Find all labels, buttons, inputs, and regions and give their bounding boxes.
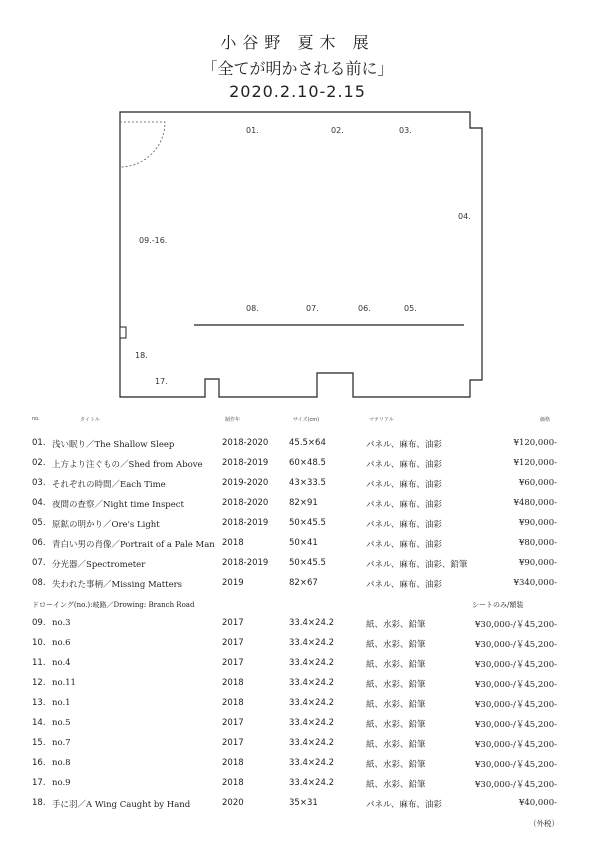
column-header-price: 価格 xyxy=(540,417,551,423)
cell-material: 紙、水彩、鉛筆 xyxy=(366,720,426,730)
cell-price: ¥30,000-/￥45,200- xyxy=(475,780,557,790)
plan-label-05: 05. xyxy=(404,304,417,313)
cell-title: それぞれの時間／Each Time xyxy=(52,480,166,490)
cell-no: 07. xyxy=(32,558,46,568)
cell-material: 紙、水彩、鉛筆 xyxy=(366,620,426,630)
cell-no: 10. xyxy=(32,638,46,648)
cell-title: no.1 xyxy=(52,698,71,708)
cell-price: ¥30,000-/￥45,200- xyxy=(475,720,557,730)
cell-year: 2017 xyxy=(222,658,244,668)
cell-size: 50×41 xyxy=(289,538,318,548)
cell-title: no.6 xyxy=(52,638,71,648)
cell-year: 2018 xyxy=(222,758,244,768)
cell-no: 09. xyxy=(32,618,46,628)
plan-label-09-16: 09.-16. xyxy=(139,236,168,245)
cell-title: 浅い眠り／The Shallow Sleep xyxy=(52,440,175,450)
drawings-section-heading: ドローイング(no.):岐路／Drowing: Branch Road xyxy=(32,601,195,609)
cell-title: no.7 xyxy=(52,738,71,748)
plan-label-08: 08. xyxy=(246,304,259,313)
cell-year: 2018 xyxy=(222,678,244,688)
table-row xyxy=(0,714,595,734)
cell-year: 2017 xyxy=(222,638,244,648)
cell-no: 11. xyxy=(32,658,46,668)
cell-title: 青白い男の肖像／Portrait of a Pale Man xyxy=(52,540,215,550)
door-swing xyxy=(120,122,165,167)
cell-price: ¥120,000- xyxy=(513,438,557,448)
cell-price: ¥30,000-/￥45,200- xyxy=(475,760,557,770)
cell-year: 2017 xyxy=(222,618,244,628)
plan-label-02: 02. xyxy=(331,126,344,135)
plan-label-04: 04. xyxy=(458,212,471,221)
cell-year: 2020 xyxy=(222,798,244,808)
gallery-wall-outline xyxy=(120,112,482,397)
cell-title: 夜間の査察／Night time Inspect xyxy=(52,500,184,510)
table-row xyxy=(0,514,595,534)
cell-material: パネル、麻布、油彩 xyxy=(366,480,442,490)
table-row xyxy=(0,574,595,594)
cell-title: 原鉱の明かり／Ore's Light xyxy=(52,520,160,530)
cell-size: 50×45.5 xyxy=(289,558,326,568)
cell-material: パネル、麻布、油彩 xyxy=(366,800,442,810)
column-header-size: サイズ(cm) xyxy=(293,417,320,423)
cell-year: 2018-2019 xyxy=(222,458,269,468)
table-row xyxy=(0,774,595,794)
cell-title: 失われた事柄／Missing Matters xyxy=(52,580,183,590)
table-row xyxy=(0,634,595,654)
cell-title: no.4 xyxy=(52,658,71,668)
cell-no: 14. xyxy=(32,718,46,728)
cell-no: 01. xyxy=(32,438,46,448)
cell-material: 紙、水彩、鉛筆 xyxy=(366,640,426,650)
cell-year: 2019-2020 xyxy=(222,478,269,488)
cell-year: 2018 xyxy=(222,778,244,788)
cell-price: ¥120,000- xyxy=(513,458,557,468)
column-notch xyxy=(120,327,126,338)
table-row xyxy=(0,474,595,494)
table-row xyxy=(0,734,595,754)
cell-title: no.9 xyxy=(52,778,71,788)
cell-title: 分光器／Spectrometer xyxy=(52,560,146,570)
cell-material: パネル、麻布、油彩 xyxy=(366,440,442,450)
cell-year: 2019 xyxy=(222,578,244,588)
cell-price: ¥340,000- xyxy=(513,578,557,588)
cell-price: ¥30,000-/￥45,200- xyxy=(475,700,557,710)
cell-material: 紙、水彩、鉛筆 xyxy=(366,740,426,750)
cell-material: パネル、麻布、油彩 xyxy=(366,500,442,510)
cell-year: 2017 xyxy=(222,738,244,748)
plan-label-18: 18. xyxy=(135,351,148,360)
cell-no: 06. xyxy=(32,538,46,548)
cell-title: no.8 xyxy=(52,758,71,768)
cell-no: 02. xyxy=(32,458,46,468)
cell-no: 15. xyxy=(32,738,46,748)
cell-size: 35×31 xyxy=(289,798,318,808)
column-header-year: 制作年 xyxy=(225,417,241,423)
cell-price: ¥80,000- xyxy=(518,538,557,548)
cell-material: 紙、水彩、鉛筆 xyxy=(366,680,426,690)
cell-no: 18. xyxy=(32,798,46,808)
cell-size: 33.4×24.2 xyxy=(289,678,334,688)
cell-size: 33.4×24.2 xyxy=(289,758,334,768)
cell-size: 33.4×24.2 xyxy=(289,718,334,728)
floor-plan xyxy=(0,0,595,400)
plan-label-17: 17. xyxy=(155,377,168,386)
cell-price: ¥30,000-/￥45,200- xyxy=(475,680,557,690)
table-row xyxy=(0,654,595,674)
cell-no: 12. xyxy=(32,678,46,688)
exhibition-artist-title: 小谷野 夏木 展 xyxy=(220,33,375,52)
cell-title: no.5 xyxy=(52,718,71,728)
cell-material: パネル、麻布、油彩 xyxy=(366,460,442,470)
cell-price: ¥40,000- xyxy=(518,798,557,808)
cell-size: 60×48.5 xyxy=(289,458,326,468)
cell-material: パネル、麻布、油彩 xyxy=(366,540,442,550)
cell-size: 33.4×24.2 xyxy=(289,638,334,648)
cell-year: 2018 xyxy=(222,538,244,548)
cell-no: 17. xyxy=(32,778,46,788)
table-row xyxy=(0,754,595,774)
cell-material: 紙、水彩、鉛筆 xyxy=(366,660,426,670)
cell-title: 上方より注ぐもの／Shed from Above xyxy=(52,460,203,470)
cell-year: 2018-2019 xyxy=(222,558,269,568)
cell-size: 33.4×24.2 xyxy=(289,618,334,628)
cell-year: 2018-2019 xyxy=(222,518,269,528)
cell-material: パネル、麻布、油彩 xyxy=(366,580,442,590)
cell-size: 50×45.5 xyxy=(289,518,326,528)
cell-year: 2018-2020 xyxy=(222,498,269,508)
cell-material: 紙、水彩、鉛筆 xyxy=(366,780,426,790)
cell-size: 33.4×24.2 xyxy=(289,698,334,708)
cell-material: 紙、水彩、鉛筆 xyxy=(366,700,426,710)
table-row xyxy=(0,674,595,694)
cell-price: ¥90,000- xyxy=(518,518,557,528)
plan-label-07: 07. xyxy=(306,304,319,313)
column-header-material: マテリアル xyxy=(369,417,394,423)
cell-no: 03. xyxy=(32,478,46,488)
cell-price: ¥30,000-/￥45,200- xyxy=(475,640,557,650)
cell-no: 05. xyxy=(32,518,46,528)
cell-size: 45.5×64 xyxy=(289,438,326,448)
table-row xyxy=(0,614,595,634)
cell-no: 16. xyxy=(32,758,46,768)
cell-title: no.11 xyxy=(52,678,76,688)
cell-price: ¥90,000- xyxy=(518,558,557,568)
table-row xyxy=(0,554,595,574)
cell-price: ¥60,000- xyxy=(518,478,557,488)
cell-title: no.3 xyxy=(52,618,71,628)
cell-material: パネル、麻布、油彩 xyxy=(366,520,442,530)
cell-price: ¥30,000-/￥45,200- xyxy=(475,660,557,670)
cell-no: 08. xyxy=(32,578,46,588)
table-row xyxy=(0,434,595,454)
table-row xyxy=(0,534,595,554)
cell-size: 82×91 xyxy=(289,498,318,508)
tax-note: （外税） xyxy=(529,819,559,828)
cell-size: 43×33.5 xyxy=(289,478,326,488)
cell-year: 2018 xyxy=(222,698,244,708)
plan-label-01: 01. xyxy=(246,126,259,135)
cell-size: 33.4×24.2 xyxy=(289,738,334,748)
table-row xyxy=(0,454,595,474)
drawings-price-label: シートのみ/額装 xyxy=(472,601,524,609)
cell-material: 紙、水彩、鉛筆 xyxy=(366,760,426,770)
table-row xyxy=(0,494,595,514)
cell-title: 手に羽／A Wing Caught by Hand xyxy=(52,800,191,810)
cell-price: ¥480,000- xyxy=(513,498,557,508)
column-header-no: no. xyxy=(32,416,40,422)
table-row xyxy=(0,794,595,814)
exhibition-dates: 2020.2.10-2.15 xyxy=(229,82,366,101)
cell-size: 33.4×24.2 xyxy=(289,658,334,668)
cell-year: 2017 xyxy=(222,718,244,728)
cell-no: 13. xyxy=(32,698,46,708)
cell-size: 33.4×24.2 xyxy=(289,778,334,788)
exhibition-subtitle: 「全てが明かされる前に」 xyxy=(201,59,394,78)
cell-size: 82×67 xyxy=(289,578,318,588)
plan-label-03: 03. xyxy=(399,126,412,135)
table-row xyxy=(0,694,595,714)
plan-label-06: 06. xyxy=(358,304,371,313)
cell-price: ¥30,000-/￥45,200- xyxy=(475,620,557,630)
column-header-title: タイトル xyxy=(80,417,100,423)
cell-year: 2018-2020 xyxy=(222,438,269,448)
cell-material: パネル、麻布、油彩、鉛筆 xyxy=(366,560,468,570)
cell-price: ¥30,000-/￥45,200- xyxy=(475,740,557,750)
cell-no: 04. xyxy=(32,498,46,508)
